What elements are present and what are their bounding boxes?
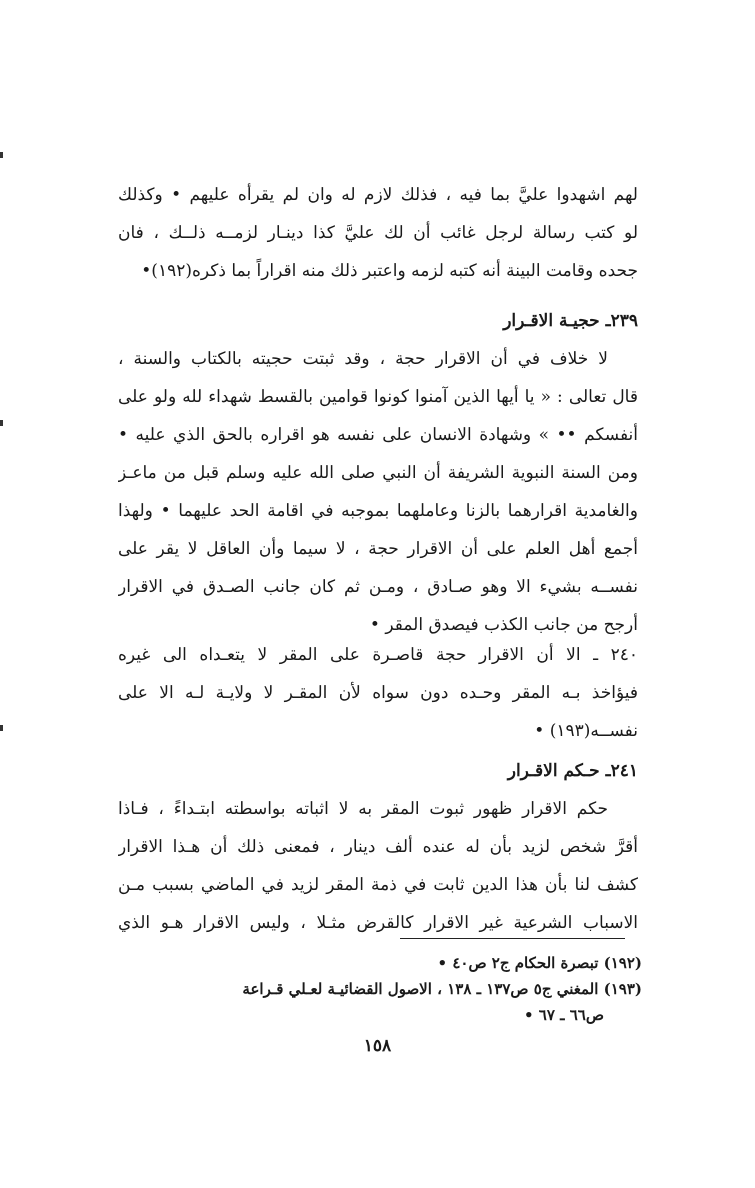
- text-line: نفســه(١٩٣) •: [534, 721, 638, 741]
- section-body-240: [118, 636, 638, 750]
- footnotes: [112, 950, 642, 1028]
- text-line: حكم الاقرار ظهور ثبوت المقر به لا اثباته بواسطته ابتـداءً ، فـاذا: [118, 799, 608, 819]
- footnote-192: (١٩٢) تبصرة الحكام ج٢ ص٤٠ •: [437, 954, 642, 972]
- text-line: ومن السنة النبوية الشريفة أن النبي صلى الله عليه وسلم قبل من ماعـز: [118, 463, 638, 483]
- section-body-241: [118, 790, 638, 942]
- scan-edge-mark: [0, 420, 3, 426]
- section-heading-241: ٢٤١ـ حـكم الاقـرار: [507, 761, 638, 781]
- text-line: فيؤاخذ بـه المقر وحـده دون سواه لأن المقـر لا ولايـة لـه الا على: [118, 683, 638, 703]
- section-body-239: [118, 340, 638, 644]
- text-line: أنفسكم •• » وشهادة الانسان على نفسه هو اقراره بالحق الذي عليه •: [118, 425, 638, 445]
- footnote-193: (١٩٣) المغني ج٥ ص١٣٧ ـ ١٣٨ ، الاصول القضائيـة لعـلي قـراعة: [242, 980, 642, 998]
- text-line: والغامدية اقرارهما بالزنا وعاملهما بموجبه في اقامة الحد عليهما • ولهذا: [118, 501, 638, 521]
- text-line: أجمع أهل العلم على أن الاقرار حجة ، لا سيما وأن العاقل لا يقر على: [118, 539, 638, 559]
- scan-edge-mark: [0, 152, 3, 158]
- footnote-divider: [400, 938, 625, 939]
- text-line: أقرَّ شخص لزيد بأن له عنده ألف دينار ، فمعنى ذلك أن هـذا الاقرار: [118, 837, 638, 857]
- footnote-193-continuation: ص٦٦ ـ ٦٧ •: [523, 1006, 604, 1024]
- section-heading-239: ٢٣٩ـ حجيـة الاقـرار: [503, 311, 638, 331]
- text-line: لا خلاف في أن الاقرار حجة ، وقد ثبتت حجيته بالكتاب والسنة ،: [118, 349, 608, 369]
- text-line: لهم اشهدوا عليَّ بما فيه ، فذلك لازم له وان لم يقرأه عليهم • وكذلك: [118, 185, 638, 205]
- text-line: أرجح من جانب الكذب فيصدق المقر •: [369, 615, 638, 635]
- text-line: لو كتب رسالة لرجل غائب أن لك عليَّ كذا دينـار لزمــه ذلــك ، فان: [118, 223, 638, 243]
- text-line: نفســه بشيء الا وهو صـادق ، ومـن ثم كان جانب الصـدق في الاقرار: [118, 577, 638, 597]
- text-line: ٢٤٠ ـ الا أن الاقرار حجة قاصـرة على المقر لا يتعـداه الى غيره: [118, 645, 638, 665]
- text-line: الاسباب الشرعية غير الاقرار كالقرض مثـلا ، وليس الاقرار هـو الذي: [118, 913, 638, 933]
- page-number: ١٥٨: [363, 1036, 392, 1056]
- paragraph-continuation: [118, 176, 638, 290]
- text-line: كشف لنا بأن هذا الدين ثابت في ذمة المقر لزيد في الماضي بسبب مـن: [118, 875, 638, 895]
- scan-edge-mark: [0, 725, 3, 731]
- text-line: جحده وقامت البينة أنه كتبه لزمه واعتبر ذلك منه اقراراً بما ذكره(١٩٢)•: [141, 261, 638, 281]
- text-line: قال تعالى : « يا أيها الذين آمنوا كونوا قوامين بالقسط شهداء لله ولو على: [118, 387, 638, 407]
